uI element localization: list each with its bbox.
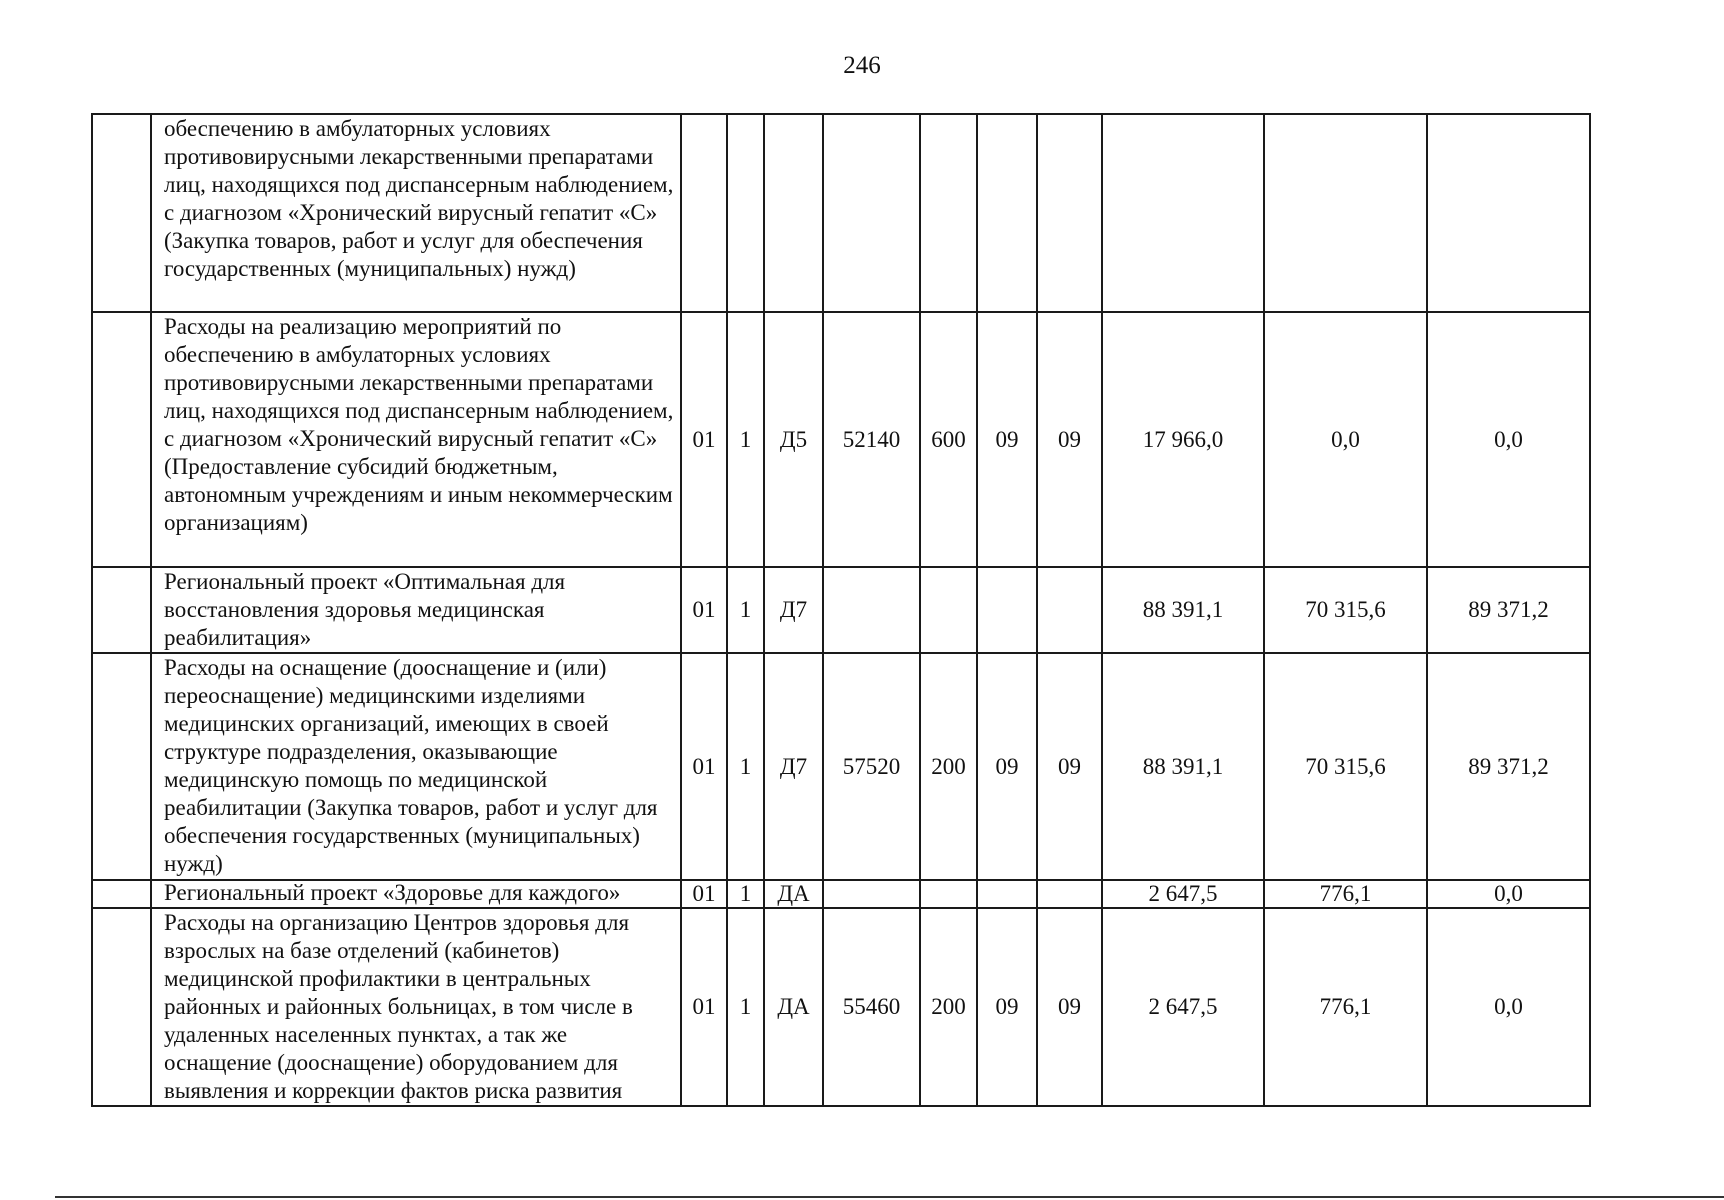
row-index-cell <box>92 880 151 908</box>
table-row <box>92 880 1590 908</box>
project-code-cell: ДА <box>764 880 823 908</box>
project-code-cell: Д7 <box>764 653 823 880</box>
direction-code-cell: 57520 <box>823 653 920 880</box>
direction-code-cell <box>823 567 920 653</box>
table-row <box>92 653 1590 880</box>
expense-type-cell: 200 <box>920 908 977 1106</box>
table-row <box>92 312 1590 567</box>
section-cell: 09 <box>977 653 1037 880</box>
subsection-cell <box>1037 567 1102 653</box>
program-code-cell: 01 <box>681 653 727 880</box>
expense-type-cell: 600 <box>920 312 977 567</box>
amount-year3-cell: 0,0 <box>1427 880 1590 908</box>
row-index-cell <box>92 312 151 567</box>
section-cell <box>977 567 1037 653</box>
page-number: 246 <box>843 52 881 79</box>
subprogram-code-cell: 1 <box>727 908 764 1106</box>
direction-code-cell <box>823 114 920 312</box>
row-index-cell <box>92 114 151 312</box>
subprogram-code-cell: 1 <box>727 312 764 567</box>
subsection-cell: 09 <box>1037 312 1102 567</box>
expense-type-cell <box>920 880 977 908</box>
amount-year1-cell <box>1102 114 1264 312</box>
amount-year3-cell: 0,0 <box>1427 312 1590 567</box>
amount-year3-cell: 89 371,2 <box>1427 653 1590 880</box>
table-row <box>92 567 1590 653</box>
amount-year2-cell: 70 315,6 <box>1264 567 1427 653</box>
direction-code-cell: 52140 <box>823 312 920 567</box>
subsection-cell <box>1037 114 1102 312</box>
row-name-cell: Расходы на организацию Центров здоровья для взрослых на базе отделений (кабинетов) медицинской профилактики в центральных районных и районных больницах, в том числе в удаленных населенных пунктах, а так же оснащение (дооснащение) оборудованием для выявления и коррекции фактов риска развития <box>151 908 681 1106</box>
amount-year1-cell: 88 391,1 <box>1102 653 1264 880</box>
direction-code-cell <box>823 880 920 908</box>
row-index-cell <box>92 653 151 880</box>
row-index-cell <box>92 908 151 1106</box>
subprogram-code-cell <box>727 114 764 312</box>
row-name-cell: Расходы на оснащение (дооснащение и (или) переоснащение) медицинскими изделиями медицинских организаций, имеющих в своей структуре подразделения, оказывающие медицинскую помощь по медицинской реабилитации (Закупка товаров, работ и услуг для обеспечения государственных (муниципальных) нужд) <box>151 653 681 880</box>
amount-year3-cell: 0,0 <box>1427 908 1590 1106</box>
subsection-cell: 09 <box>1037 908 1102 1106</box>
project-code-cell: ДА <box>764 908 823 1106</box>
expense-type-cell <box>920 567 977 653</box>
row-name-cell: Региональный проект «Здоровье для каждого» <box>151 880 681 908</box>
direction-code-cell: 55460 <box>823 908 920 1106</box>
subsection-cell <box>1037 880 1102 908</box>
program-code-cell: 01 <box>681 312 727 567</box>
subprogram-code-cell: 1 <box>727 653 764 880</box>
program-code-cell <box>681 114 727 312</box>
row-name-cell: Расходы на реализацию мероприятий по обеспечению в амбулаторных условиях противовирусными лекарственными препаратами лиц, находящихся под диспансерным наблюдением, с диагнозом «Хронический вирусный гепатит «С» (Предоставление субсидий бюджетным, автономным учреждениям и иным некоммерческим организациям) <box>151 312 681 567</box>
program-code-cell: 01 <box>681 908 727 1106</box>
project-code-cell <box>764 114 823 312</box>
budget-table <box>91 113 1591 1107</box>
amount-year1-cell: 2 647,5 <box>1102 880 1264 908</box>
expense-type-cell <box>920 114 977 312</box>
row-index-cell <box>92 567 151 653</box>
section-cell <box>977 880 1037 908</box>
section-cell <box>977 114 1037 312</box>
amount-year1-cell: 2 647,5 <box>1102 908 1264 1106</box>
amount-year3-cell: 89 371,2 <box>1427 567 1590 653</box>
amount-year1-cell: 17 966,0 <box>1102 312 1264 567</box>
amount-year2-cell <box>1264 114 1427 312</box>
amount-year2-cell: 776,1 <box>1264 880 1427 908</box>
row-name-cell: обеспечению в амбулаторных условиях противовирусными лекарственными препаратами лиц, находящихся под диспансерным наблюдением, с диагнозом «Хронический вирусный гепатит «С» (Закупка товаров, работ и услуг для обеспечения государственных (муниципальных) нужд) <box>151 114 681 312</box>
row-name-cell: Региональный проект «Оптимальная для восстановления здоровья медицинская реабилитация» <box>151 567 681 653</box>
amount-year2-cell: 776,1 <box>1264 908 1427 1106</box>
table-row <box>92 114 1590 312</box>
subprogram-code-cell: 1 <box>727 880 764 908</box>
program-code-cell: 01 <box>681 567 727 653</box>
program-code-cell: 01 <box>681 880 727 908</box>
page-bottom-divider <box>55 1196 1724 1198</box>
expense-type-cell: 200 <box>920 653 977 880</box>
section-cell: 09 <box>977 312 1037 567</box>
project-code-cell: Д5 <box>764 312 823 567</box>
subsection-cell: 09 <box>1037 653 1102 880</box>
project-code-cell: Д7 <box>764 567 823 653</box>
table-row <box>92 908 1590 1106</box>
amount-year2-cell: 0,0 <box>1264 312 1427 567</box>
subprogram-code-cell: 1 <box>727 567 764 653</box>
amount-year1-cell: 88 391,1 <box>1102 567 1264 653</box>
section-cell: 09 <box>977 908 1037 1106</box>
amount-year2-cell: 70 315,6 <box>1264 653 1427 880</box>
amount-year3-cell <box>1427 114 1590 312</box>
